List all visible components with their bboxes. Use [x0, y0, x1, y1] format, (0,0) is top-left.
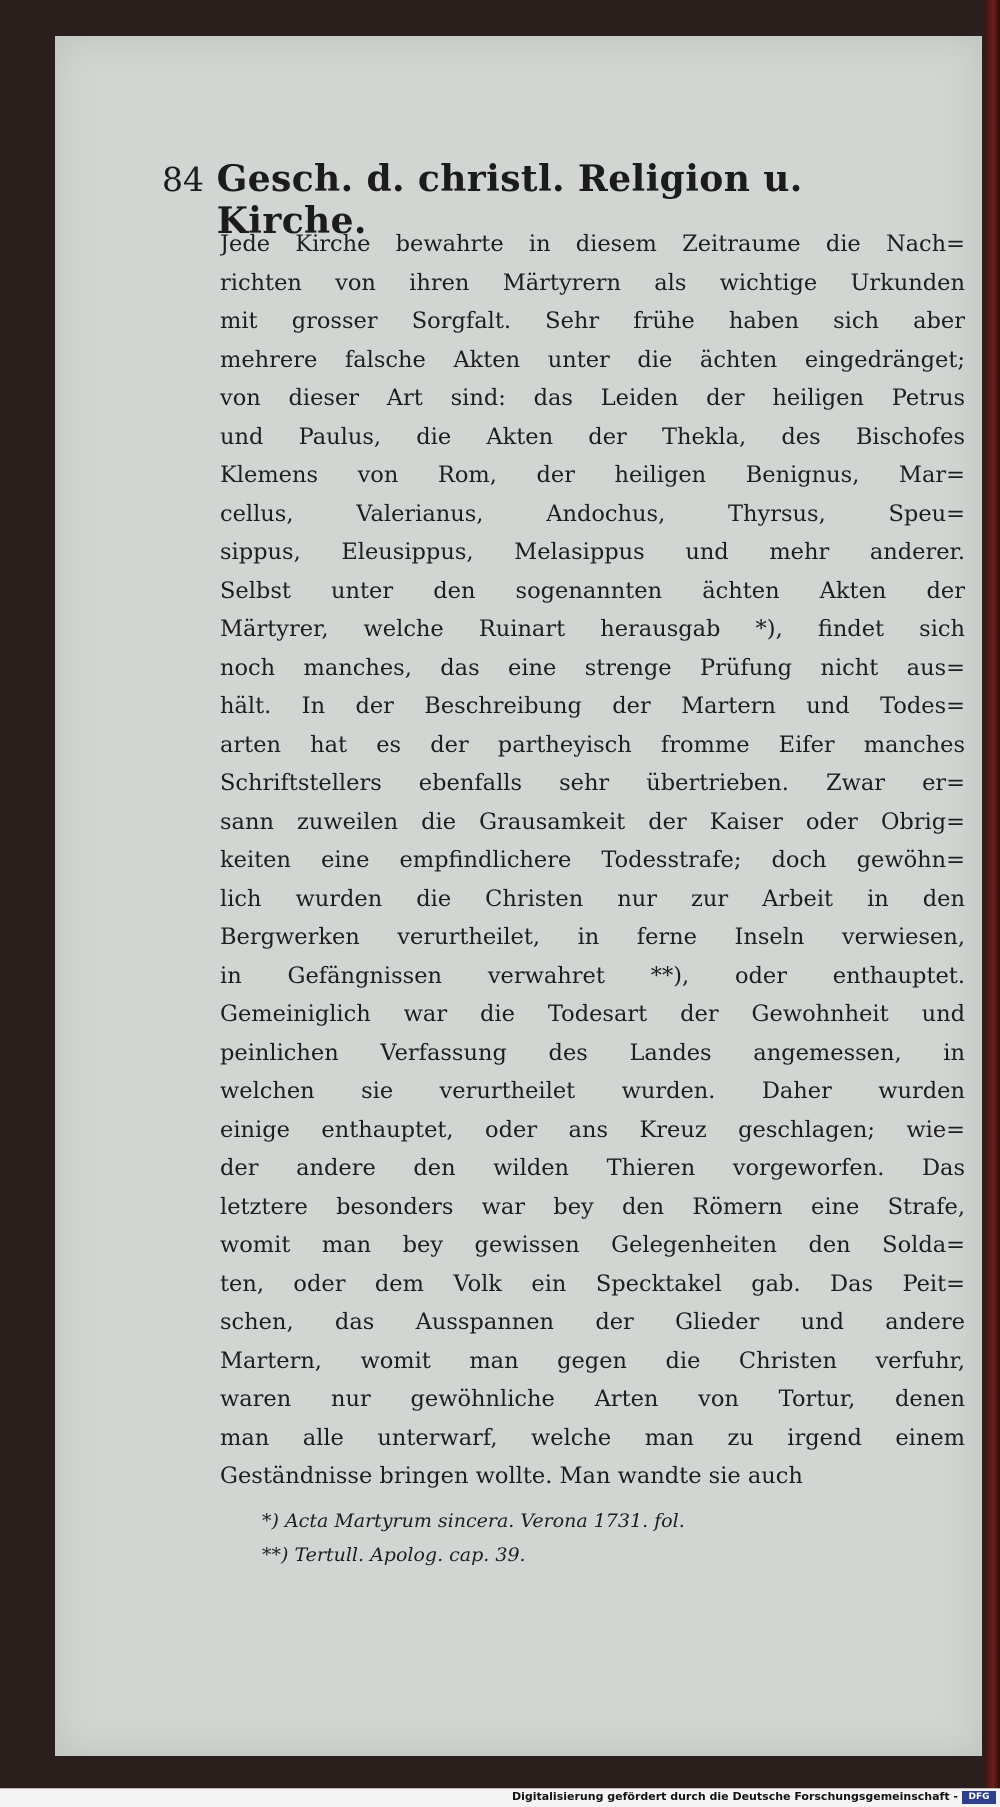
footnote: *) Acta Martyrum sincera. Verona 1731. fol. [262, 1510, 685, 1532]
text-line: keiten eine empfindlichere Todesstrafe; doch gewöhn= [220, 847, 965, 873]
text-line: Märtyrer, welche Ruinart herausgab *), findet sich [220, 616, 965, 642]
text-line: man alle unterwarf, welche man zu irgend einem [220, 1424, 965, 1451]
text-line: ten, oder dem Volk ein Specktakel gab. Das Peit= [220, 1270, 965, 1297]
text-line: mit grosser Sorgfalt. Sehr frühe haben sich aber [220, 308, 965, 334]
text-line: Gemeiniglich war die Todesart der Gewohnheit und [220, 1001, 965, 1027]
text-line: waren nur gewöhnliche Arten von Tortur, denen [220, 1386, 965, 1412]
text-line: Martern, womit man gegen die Christen verfuhr, [220, 1347, 965, 1374]
running-title: Gesch. d. christl. Religion u. Kirche. [216, 158, 803, 242]
text-line: lich wurden die Christen nur zur Arbeit in den [220, 885, 965, 912]
text-line: sann zuweilen die Grausamkeit der Kaiser oder Obrig= [220, 808, 965, 835]
digitization-footer [0, 1788, 1000, 1807]
body-text [220, 225, 965, 1496]
text-line: in Gefängnissen verwahret **), oder enthauptet. [220, 962, 965, 989]
text-line: einige enthauptet, oder ans Kreuz geschlagen; wie= [220, 1116, 965, 1143]
book-edge [985, 0, 1000, 1806]
text-line: sippus, Eleusippus, Melasippus und mehr anderer. [220, 539, 965, 565]
funding-credit: Digitalisierung gefördert durch die Deutsche Forschungsgemeinschaft - [511, 1790, 958, 1803]
text-line: richten von ihren Märtyrern als wichtige Urkunden [220, 269, 965, 296]
text-line: mehrere falsche Akten unter die ächten eingedränget; [220, 346, 965, 373]
text-line: arten hat es der partheyisch fromme Eifer manches [220, 731, 965, 758]
text-line: von dieser Art sind: das Leiden der heiligen Petrus [220, 385, 965, 411]
text-line: und Paulus, die Akten der Thekla, des Bischofes [220, 423, 965, 450]
text-line: welchen sie verurtheilet wurden. Daher wurden [220, 1078, 965, 1104]
dfg-logo-icon: DFG [962, 1791, 996, 1804]
text-line: schen, das Ausspannen der Glieder und andere [220, 1309, 965, 1335]
text-line: cellus, Valerianus, Andochus, Thyrsus, Speu= [220, 500, 965, 527]
page-header [162, 158, 922, 242]
text-line: hält. In der Beschreibung der Martern und Todes= [220, 693, 965, 719]
text-line: Klemens von Rom, der heiligen Benignus, Mar= [220, 462, 965, 488]
text-line: noch manches, das eine strenge Prüfung nicht aus= [220, 654, 965, 681]
text-line: Schriftstellers ebenfalls sehr übertrieben. Zwar er= [220, 770, 965, 796]
page-number: 84 [162, 160, 204, 199]
footnote: **) Tertull. Apolog. cap. 39. [262, 1544, 526, 1566]
text-line: Jede Kirche bewahrte in diesem Zeitraume die Nach= [220, 231, 965, 257]
text-line: der andere den wilden Thieren vorgeworfen. Das [220, 1155, 965, 1181]
footnotes [262, 1504, 902, 1572]
text-line: womit man bey gewissen Gelegenheiten den Solda= [220, 1232, 965, 1258]
text-line: Geständnisse bringen wollte. Man wandte sie auch [220, 1463, 803, 1489]
text-line: letztere besonders war bey den Römern eine Strafe, [220, 1193, 965, 1220]
text-line: Selbst unter den sogenannten ächten Akten der [220, 577, 965, 604]
text-line: peinlichen Verfassung des Landes angemessen, in [220, 1039, 965, 1066]
text-line: Bergwerken verurtheilet, in ferne Inseln verwiesen, [220, 924, 965, 950]
